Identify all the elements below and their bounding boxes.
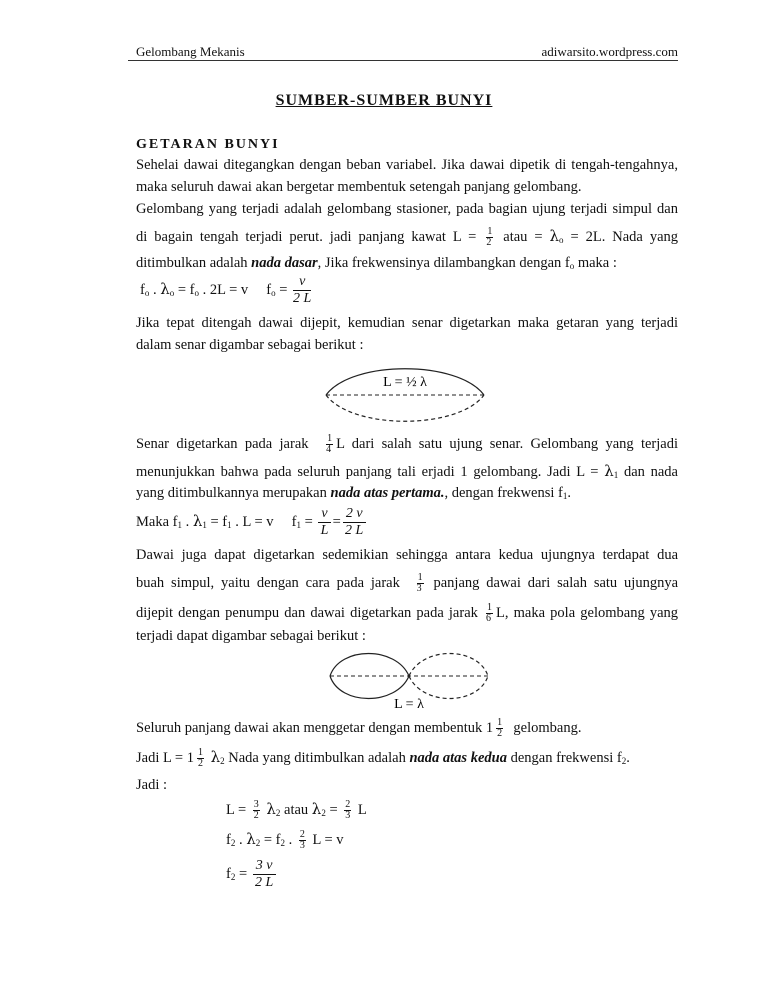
section-heading: GETARAN BUNYI <box>136 137 280 152</box>
page-title: SUMBER-SUMBER BUNYI <box>275 92 493 109</box>
equation-f2: $f_2$ = $\frac{3 v}{2 L}$ <box>226 858 526 891</box>
header-right: adiwarsito.wordpress.com <box>541 44 678 59</box>
para-line: dalam senar digambar sebagai berikut : <box>136 337 364 353</box>
figure-full-wave <box>326 652 492 712</box>
para-line: dijepit dengan penumpu dan dawai digetarkan pada jarak $\frac{1}{6}$ L, maka pola gelombang yang <box>136 602 679 624</box>
para-line: Senar digetarkan pada jarak $\frac{1}{4}$ L dari salah satu ujung senar. Gelombang yang terjadi <box>136 433 679 455</box>
para-line: Dawai juga dapat digetarkan sedemikian sehingga antara kedua ujungnya terdapat dua <box>136 547 678 563</box>
equation-f2-lambda: $f_2$ . $\lambda_2 = f_2$ . $\frac{2}{3}$ L = v <box>226 829 344 852</box>
header-left: Gelombang Mekanis <box>136 44 245 59</box>
para-line: menunjukkan bahwa pada seluruh panjang tali erjadi 1 gelombang. Jadi $L = \lambda_1$ dan nada <box>136 462 678 480</box>
para-line: terjadi dapat digambar sebagai berikut : <box>136 628 366 644</box>
equation-l: L = $\frac{3}{2}$ $\lambda_2$ atau $\lambda_2$ = $\frac{2}{3}$ L <box>226 799 367 822</box>
figure-label: L = λ <box>394 697 424 712</box>
para-line: Gelombang yang terjadi adalah gelombang stasioner, pada bagian ujung terjadi simpul dan <box>136 201 678 217</box>
para-line: ditimbulkan adalah nada dasar, Jika frekwensinya dilambangkan dengan $f_o$ maka : <box>136 255 617 271</box>
para-line: maka seluruh dawai akan bergetar membentuk setengah panjang gelombang. <box>136 179 582 195</box>
para-line: Sehelai dawai ditegangkan dengan beban variabel. Jika dawai dipetik di tengah-tengahnya, <box>136 157 678 173</box>
para-line: yang ditimbulkannya merupakan nada atas pertama., dengan frekwensi $f_1$. <box>136 485 571 501</box>
wave-left-upper <box>330 654 409 677</box>
figure-half-wave <box>322 364 488 426</box>
para-line: Jadi L = 1 $\frac{1}{2}$ $\lambda_2$ Nada yang ditimbulkan adalah nada atas kedua dengan frekwensi $f_2$. <box>136 747 630 770</box>
para-line: Seluruh panjang dawai akan menggetar dengan membentuk 1 $\frac{1}{2}$ gelombang. <box>136 717 582 739</box>
wave-lower-curve <box>326 395 484 421</box>
para-line: Jika tepat ditengah dawai dijepit, kemudian senar digetarkan maka getaran yang terjadi <box>136 315 678 331</box>
wave-right-upper <box>409 654 488 677</box>
para-line: buah simpul, yaitu dengan cara pada jarak $\frac{1}{3}$ panjang dawai dari salah satu ujungnya <box>136 572 679 594</box>
equation-f0: $f_o$ . $\lambda_o = f_o$ . 2L = v $f_o$ = $\frac{v}{2 L}$ <box>140 274 312 306</box>
wave-left-lower <box>330 676 409 699</box>
header-rule <box>128 60 678 61</box>
wave-right-lower <box>409 676 488 699</box>
para-line: di bagain tengah terjadi perut. jadi panjang kawat L = $\frac{1}{2}$ atau = $\lambda_o = 2L$. Nada yang <box>136 226 679 249</box>
para-line: Jadi : <box>136 777 168 793</box>
equation-f1: Maka $f_1$ . $\lambda_1 = f_1$ . L = v $f_1$ = $\frac{v}{L}$ = $\frac{2 v}{2 L}$ <box>136 506 678 539</box>
figure-label: L = ½ λ <box>383 375 427 390</box>
